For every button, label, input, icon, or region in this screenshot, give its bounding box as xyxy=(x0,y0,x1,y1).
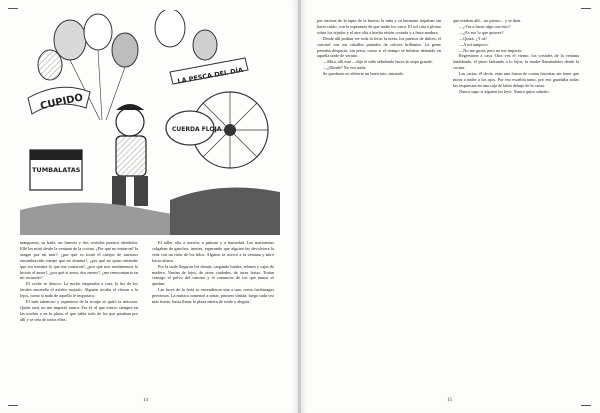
left-page-column-2 xyxy=(152,240,274,390)
paragraph: Nunca supo si alguien las leyó. Nunca quiso saberlo. xyxy=(459,88,550,94)
ground-shadow xyxy=(170,188,280,236)
dialogue-line: —A mí tampoco. xyxy=(459,41,489,47)
dialogue-line: —Mira, allí está —dijo el niño señalando hacia la carpa grande. xyxy=(323,59,433,65)
paragraph: Por la tarde llegaron los demás, cargando baúles, telones y cajas de madera. Venían de lejos, de otras ciudades, de otras ferias. Traían consigo el polvo del camino y el cansancio de los que nunca se quedan. xyxy=(152,263,274,287)
crop-mark xyxy=(8,8,18,9)
cuerda-label: CUERDA FLOJA xyxy=(172,126,222,133)
carnival-scene-drawing xyxy=(20,10,280,235)
crop-mark xyxy=(581,8,591,9)
page-number: 15 xyxy=(447,398,452,403)
crop-mark xyxy=(8,405,18,406)
paragraph: Desde allí podían ver toda la feria: la noria, los puestos de dulces, el carrusel con sus caballos pintados de colores brillantes. La gente paseaba despacio, sin prisa, como si el tiempo se hubiera detenido en aquella tarde de verano. xyxy=(317,35,441,59)
dialogue-line: —¿Dónde? No veo nada. xyxy=(323,65,367,71)
paragraph: por encima de la tapia de la huerta, la niña y su hermano trepaban sin hacer ruido, con la esperanza de que nadie los viera. El sol caía a plomo sobre los tejados y el aire olía a hierba recién cortada y a fruta madura. xyxy=(317,18,441,35)
paragraph: El taller olía a aserrín, a pintura y a humedad. Las marionetas colgaban de ganchos, inertes, esperando que alguien les devolviera la vida con un tirón de los hilos. Alguien se acercó a la ventana y miró hacia afuera. xyxy=(152,240,274,263)
tumbalatas-label: TUMBALATAS xyxy=(32,166,81,174)
crop-mark xyxy=(581,405,591,406)
dialogue-line: —Quizá. ¿Y tú? xyxy=(459,35,487,41)
cupido-label: CUPIDO xyxy=(39,92,85,113)
right-page xyxy=(301,0,600,413)
paragraph: Las cartas, él decía, eran una forma de contar historias sin tener que mirar a nadie a los ojos. Por eso escribía tanto, por eso guardaba todas las respuestas en una caja de latón debajo de la cama. xyxy=(453,71,579,88)
dialogue-line: —¿Es eso lo que quieres? xyxy=(459,29,504,35)
paragraph: El coche se detuvo. La noche empezaba a caer, la luz de los faroles encendía el asfalto mojado. Alguien tocaba el claxon a lo lejos, como si nada de aquello le importara. xyxy=(20,281,138,299)
right-page-column-2 xyxy=(453,18,579,390)
paragraph: El más talentoso y espantoso de la troupe se quitó la máscara. Quién será, no me importó nunca. Era él, el que estuvo siempre en las noches y en la plaza, el que sabía todo de los que pasaban por allí y se reía de todos ellos. xyxy=(20,299,138,322)
right-page-column-1 xyxy=(317,18,441,390)
carnival-illustration xyxy=(20,10,280,235)
paragraph: Regresaron a casa. Otra vez el viento, los cristales de la ventana temblando, el perro ladrando a lo lejos, la madre llamándolos desde la cocina. xyxy=(453,53,579,71)
dialogue-line: —No me gusta, pero no me importa. xyxy=(459,47,523,53)
left-page-column-1 xyxy=(20,240,138,390)
left-page xyxy=(0,0,298,413)
paragraph: Las luces de la feria se encendieron una a una, como luciérnagas perezosas. La música comenzó a sonar, primero tímida, luego cada vez más fuerte, hasta llenar la plaza entera de ruido y alegría. xyxy=(152,287,274,305)
paragraph: Se quedaron en silencio un buen rato, mirando. xyxy=(323,71,405,77)
pesca-label: LA PESCA DEL DÍA xyxy=(176,65,244,86)
page-number: 14 xyxy=(143,398,148,403)
paragraph: que estaban allí... no pienso... y se iban. xyxy=(453,18,522,23)
paragraph: mangueras, su baile, un funesto y dos vestidos puestos alrededor. Ellé los miró desde la ventana de la cocina. ¿Por qué no entraron? la sangre por mi mar?, ¿por qué os tomó el cuerpo de nuestros ensombrecido cuerpo que no domina?, ¿por qué no quiso entender que era mentira lo que me contaron?, ¿por qué mis sentimientos le hiciste el amor?, ¿por qué si amor, dos meses?, ¿me reencontraría en mi recuerdo? xyxy=(20,240,138,281)
dialogue-line: —¿Vas a hacer algo con esto? xyxy=(459,23,511,29)
